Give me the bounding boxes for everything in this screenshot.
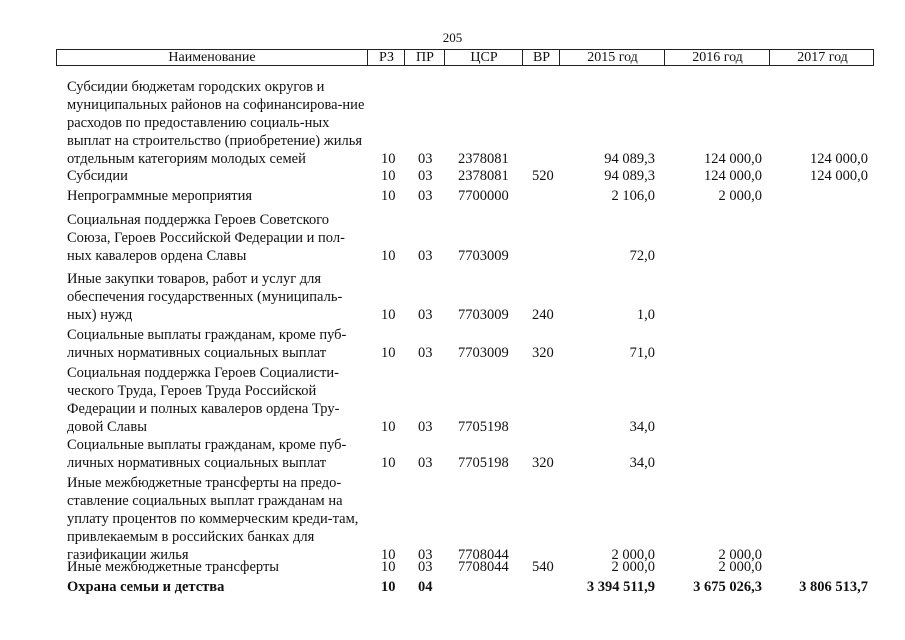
cell-rz: 10 [381, 559, 396, 575]
cell-name: Иные закупки товаров, работ и услуг для обеспечения государственных (муниципаль-ных) нужд [67, 271, 343, 323]
cell-rz: 10 [381, 419, 396, 435]
cell-pr: 03 [418, 168, 433, 184]
cell-name: Иные межбюджетные трансферты на предо-ставление социальных выплат гражданам на уплату процентов по коммерческим креди-там, привлекаемым в российских банках для газификации жилья [67, 475, 359, 563]
cell-rz: 10 [381, 248, 396, 264]
cell-rz: 10 [381, 345, 396, 361]
cell-name: Социальные выплаты гражданам, кроме пуб-личных нормативных социальных выплат [67, 327, 347, 361]
cell-pr: 03 [418, 455, 433, 471]
cell-rz: 10 [381, 168, 396, 184]
header-rz: РЗ [367, 50, 405, 65]
cell-y2015: 1,0 [636, 307, 655, 323]
cell-pr: 03 [418, 419, 433, 435]
cell-y2015: 94 089,3 [604, 168, 655, 184]
cell-y2015: 34,0 [629, 455, 655, 471]
header-2017: 2017 год [769, 50, 875, 65]
cell-csr: 7705198 [458, 419, 509, 435]
cell-name: Охрана семьи и детства [67, 579, 225, 595]
cell-rz: 10 [381, 455, 396, 471]
cell-rz: 10 [381, 547, 396, 563]
cell-name: Субсидии [67, 168, 128, 184]
table-header [56, 49, 874, 66]
cell-y2015: 71,0 [629, 345, 655, 361]
cell-pr: 03 [418, 248, 433, 264]
cell-pr: 03 [418, 151, 433, 167]
cell-vr: 240 [532, 307, 554, 323]
cell-pr: 03 [418, 547, 433, 563]
cell-y2017: 3 806 513,7 [799, 579, 868, 595]
cell-csr: 2378081 [458, 168, 509, 184]
cell-csr: 2378081 [458, 151, 509, 167]
cell-pr: 03 [418, 559, 433, 575]
cell-vr: 540 [532, 559, 554, 575]
cell-y2016: 2 000,0 [718, 547, 762, 563]
cell-y2016: 3 675 026,3 [693, 579, 762, 595]
cell-y2016: 124 000,0 [704, 151, 762, 167]
cell-y2015: 34,0 [629, 419, 655, 435]
cell-vr: 320 [532, 455, 554, 471]
cell-csr: 7708044 [458, 547, 509, 563]
cell-y2016: 124 000,0 [704, 168, 762, 184]
cell-name: Социальная поддержка Героев Социалисти-ческого Труда, Героев Труда Российской Федерации и полных кавалеров ордена Тру-довой Славы [67, 365, 340, 435]
page-number: 205 [442, 30, 463, 45]
cell-y2015: 2 000,0 [611, 547, 655, 563]
cell-rz: 10 [381, 188, 396, 204]
cell-pr: 03 [418, 307, 433, 323]
header-2015: 2015 год [559, 50, 665, 65]
cell-y2016: 2 000,0 [718, 188, 762, 204]
cell-pr: 03 [418, 345, 433, 361]
cell-csr: 7705198 [458, 455, 509, 471]
cell-y2017: 124 000,0 [810, 168, 868, 184]
cell-name: Социальные выплаты гражданам, кроме пуб-личных нормативных социальных выплат [67, 437, 347, 471]
header-pr: ПР [404, 50, 445, 65]
header-name: Наименование [168, 50, 256, 65]
header-csr: ЦСР [444, 50, 523, 65]
cell-y2015: 94 089,3 [604, 151, 655, 167]
cell-rz: 10 [381, 579, 396, 595]
cell-pr: 04 [418, 579, 433, 595]
cell-name: Непрограммные мероприятия [67, 188, 253, 204]
cell-vr: 520 [532, 168, 554, 184]
cell-csr: 7703009 [458, 307, 509, 323]
cell-rz: 10 [381, 307, 396, 323]
cell-y2017: 124 000,0 [810, 151, 868, 167]
cell-y2015: 2 106,0 [611, 188, 655, 204]
cell-name: Иные межбюджетные трансферты [67, 559, 280, 575]
cell-csr: 7708044 [458, 559, 509, 575]
cell-y2015: 3 394 511,9 [586, 579, 655, 595]
cell-name: Социальная поддержка Героев Советского Союза, Героев Российской Федерации и пол-ных кавалеров ордена Славы [67, 212, 345, 264]
cell-csr: 7700000 [458, 188, 509, 204]
cell-csr: 7703009 [458, 248, 509, 264]
cell-y2015: 2 000,0 [611, 559, 655, 575]
cell-name: Субсидии бюджетам городских округов и муниципальных районов на софинансирова-ние расходов по предоставлению социаль-ных выплат на строительство (приобретение) жилья отдельным категориям молодых семей [67, 79, 365, 167]
cell-csr: 7703009 [458, 345, 509, 361]
header-2016: 2016 год [664, 50, 770, 65]
cell-rz: 10 [381, 151, 396, 167]
header-vr: ВР [522, 50, 560, 65]
cell-vr: 320 [532, 345, 554, 361]
cell-y2016: 2 000,0 [718, 559, 762, 575]
cell-pr: 03 [418, 188, 433, 204]
cell-y2015: 72,0 [629, 248, 655, 264]
